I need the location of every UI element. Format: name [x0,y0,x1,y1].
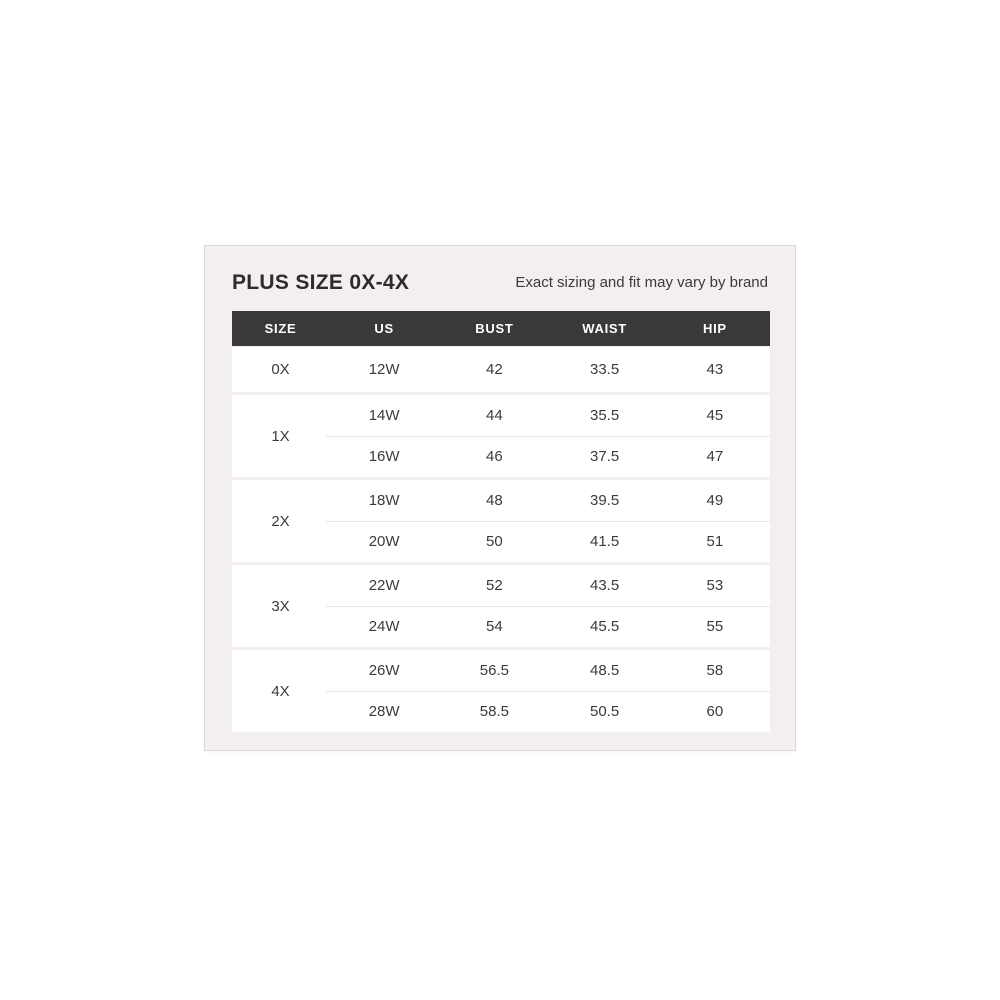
us-value: 14W [368,407,400,424]
bust-value: 46 [486,448,503,465]
size-group-1x [232,395,770,477]
waist-value: 41.5 [590,533,620,550]
hip-value: 49 [706,492,724,509]
hip-value: 60 [706,703,724,720]
column-header-size: SIZE [264,321,297,336]
waist-value: 50.5 [590,703,620,720]
us-value: 26W [368,662,400,679]
bust-value: 44 [486,407,503,424]
us-value: 20W [368,533,400,550]
us-value: 24W [368,618,400,635]
size-label: 2X [271,512,290,530]
waist-value: 43.5 [590,577,620,594]
waist-value: 35.5 [590,407,620,424]
size-label: 1X [271,427,290,445]
bust-value: 50 [486,533,503,550]
sub-row-divider [326,436,770,437]
size-group-0x [232,347,770,392]
column-header-waist: WAIST [582,321,627,336]
waist-value: 33.5 [590,361,620,378]
bust-value: 56.5 [479,662,509,679]
size-label: 3X [271,597,290,615]
bust-value: 48 [486,492,503,509]
column-header-us: US [374,321,394,336]
hip-value: 58 [706,662,724,679]
us-value: 12W [368,361,400,378]
size-group-2x [232,480,770,562]
bust-value: 52 [486,577,503,594]
waist-value: 37.5 [590,448,620,465]
hip-value: 53 [706,577,724,594]
us-value: 16W [368,448,400,465]
size-chart-header [232,246,768,311]
size-chart-card [204,245,796,751]
size-label: 4X [271,682,290,700]
us-value: 18W [368,492,400,509]
sub-row-divider [326,606,770,607]
hip-value: 43 [706,361,724,378]
sub-row-divider [326,691,770,692]
column-header-hip: HIP [702,321,727,336]
size-group-4x [232,650,770,732]
size-label: 0X [271,361,290,378]
hip-value: 55 [706,618,724,635]
bust-value: 54 [486,618,503,635]
sizing-disclaimer: Exact sizing and fit may vary by brand [515,274,768,291]
sub-row-divider [326,521,770,522]
column-header-bust: BUST [475,321,514,336]
page-title: PLUS SIZE 0X-4X [232,270,410,294]
us-value: 28W [368,703,400,720]
waist-value: 39.5 [590,492,620,509]
bust-value: 42 [486,361,503,378]
table-header-row [232,311,770,346]
bust-value: 58.5 [479,703,509,720]
us-value: 22W [368,577,400,594]
hip-value: 45 [706,407,724,424]
waist-value: 45.5 [590,618,620,635]
size-table [232,311,770,732]
waist-value: 48.5 [590,662,620,679]
size-group-3x [232,565,770,647]
hip-value: 51 [706,533,724,550]
hip-value: 47 [706,448,724,465]
